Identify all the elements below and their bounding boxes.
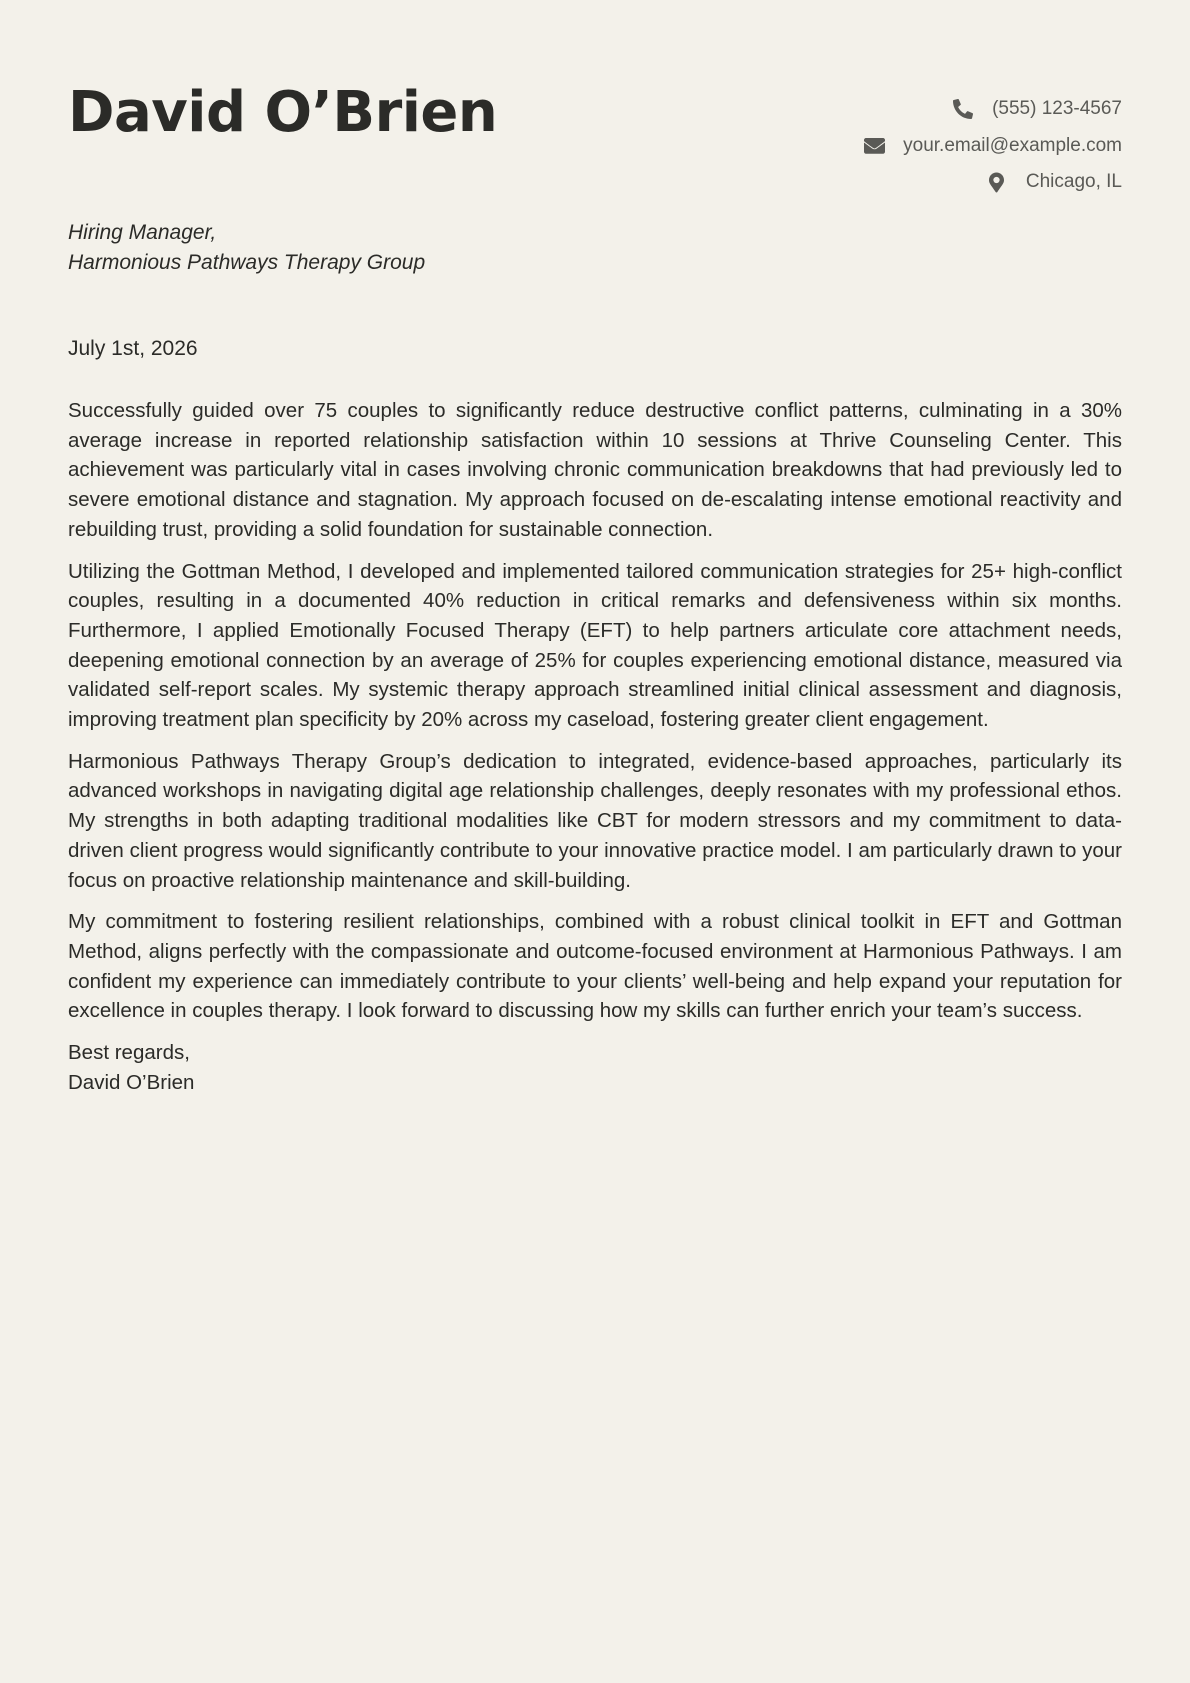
- envelope-icon: [863, 135, 885, 157]
- letter-body: [68, 396, 1122, 1097]
- body-paragraph: Successfully guided over 75 couples to significantly reduce destructive conflict patterns, culminating in a 30% average increase in reported relationship satisfaction within 10 sessions at Thrive Counseling Center. This achievement was particularly vital in cases involving chronic communication breakdowns that had previously led to severe emotional distance and stagnation. My approach focused on de-escalating intense emotional reactivity and rebuilding trust, providing a solid foundation for sustainable connection.: [68, 399, 1122, 541]
- phone-text[interactable]: (555) 123-4567: [992, 98, 1122, 120]
- map-pin-icon: [986, 171, 1008, 193]
- letter-closing: [68, 1038, 1122, 1097]
- body-paragraph: Harmonious Pathways Therapy Group’s dedication to integrated, evidence-based approaches, particularly its advanced workshops in navigating digital age relationship challenges, deeply resonates with my professional ethos. My strengths in both adapting traditional modalities like CBT for modern stressors and my commitment to data-driven client progress would significantly contribute to your innovative practice model. I am particularly drawn to your focus on proactive relationship maintenance and skill-building.: [68, 749, 1122, 892]
- recipient-title: Hiring Manager,: [68, 221, 217, 244]
- recipient-company: Harmonious Pathways Therapy Group: [68, 251, 426, 274]
- recipient-block: [68, 218, 425, 278]
- cover-letter-page: [68, 0, 1122, 1094]
- closing-signature: David O’Brien: [68, 1070, 195, 1094]
- phone-icon: [952, 98, 974, 120]
- contact-email: [863, 128, 1122, 165]
- contact-info: [863, 91, 1122, 201]
- email-text[interactable]: your.email@example.com: [903, 134, 1122, 156]
- contact-location: [863, 164, 1122, 201]
- contact-phone: [863, 91, 1122, 128]
- closing-salutation: Best regards,: [68, 1041, 190, 1065]
- location-text: Chicago, IL: [1025, 171, 1122, 193]
- body-paragraph: Utilizing the Gottman Method, I developed and implemented tailored communication strategies for 25+ high-conflict couples, resulting in a documented 40% reduction in critical remarks and defensiveness within six months. Furthermore, I applied Emotionally Focused Therapy (EFT) to help partners articulate core attachment needs, deepening emotional connection by an average of 25% for couples experiencing emotional distance, measured via validated self-report scales. My systemic therapy approach streamlined initial clinical assessment and diagnosis, improving treatment plan specificity by 20% across my caseload, fostering greater client engagement.: [68, 559, 1122, 732]
- letter-date: July 1st, 2026: [68, 337, 198, 360]
- sender-name: David O’Brien: [68, 80, 498, 145]
- letter-header: [68, 0, 1122, 200]
- body-paragraph: My commitment to fostering resilient relationships, combined with a robust clinical toolkit in EFT and Gottman Method, aligns perfectly with the compassionate and outcome-focused environment at Harmonious Pathways. I am confident my experience can immediately contribute to your clients’ well-being and help expand your reputation for excellence in couples therapy. I look forward to discussing how my skills can further enrich your team’s success.: [68, 910, 1122, 1023]
